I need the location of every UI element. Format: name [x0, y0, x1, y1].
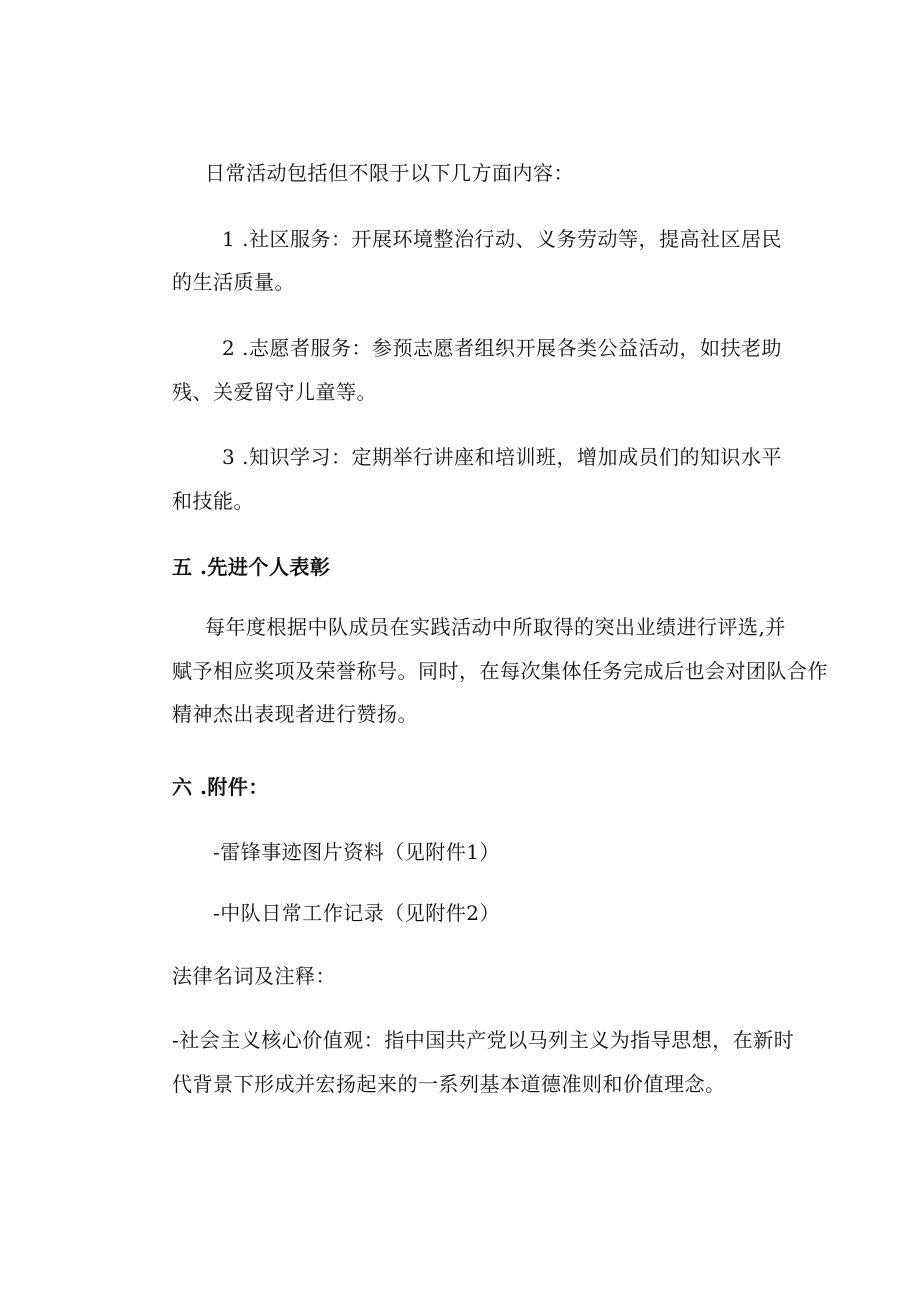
list-item-2-line-2: 残、关爱留守儿童等。 — [172, 380, 377, 404]
intro-text: 日常活动包括但不限于以下几方面内容： — [205, 161, 574, 185]
legal-line-2: 代背景下形成并宏扬起来的一系列基本道德准则和价值理念。 — [172, 1072, 726, 1096]
attachment-2: -中队日常工作记录（见附件2） — [213, 901, 500, 925]
list-item-1-line-2: 的生活质量。 — [172, 270, 295, 294]
list-item-3-line-2: 和技能。 — [172, 489, 254, 513]
section-5-para-line-2: 赋予相应奖项及荣誉称号。同时，在每次集体任务完成后也会对团队合作 — [172, 659, 828, 683]
legal-heading: 法律名词及注释： — [172, 964, 336, 988]
list-item-1-line-1: 1 .社区服务：开展环境整治行动、义务劳动等，提高社区居民 — [222, 227, 782, 251]
section-5-para-line-3: 精神杰出表现者进行赞扬。 — [172, 702, 418, 726]
list-item-2-line-1: 2 .志愿者服务：参预志愿者组织开展各类公益活动，如扶老助 — [222, 336, 782, 360]
section-6-heading: 六 .附件： — [172, 775, 269, 799]
section-5-para-line-1: 每年度根据中队成员在实践活动中所取得的突出业绩进行评选,并 — [205, 615, 786, 639]
legal-line-1: -社会主义核心价值观：指中国共产党以马列主义为指导思想，在新时 — [172, 1028, 795, 1052]
section-5-heading: 五 .先进个人表彰 — [172, 555, 331, 579]
attachment-1: -雷锋事迹图片资料（见附件1） — [213, 840, 500, 864]
list-item-3-line-1: 3 .知识学习：定期举行讲座和培训班，增加成员们的知识水平 — [222, 445, 782, 469]
